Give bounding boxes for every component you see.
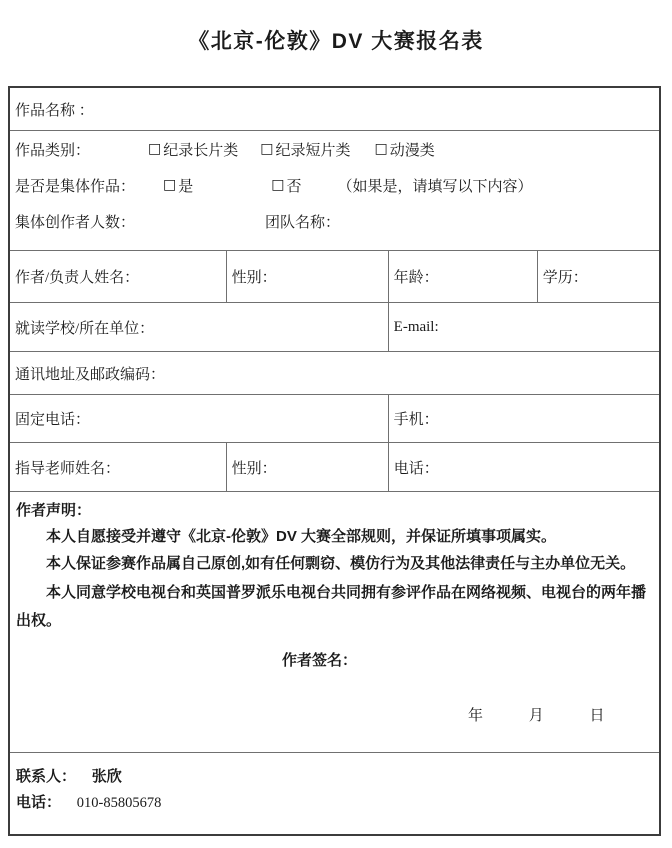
work-name-label: 作品名称 ： [15, 102, 94, 119]
education-label: 学历： [542, 270, 588, 286]
option-group-yes [163, 175, 193, 196]
age-label: 年龄： [393, 270, 439, 286]
school-label: 就读学校/所在单位： [15, 320, 155, 337]
row-author-info [10, 250, 659, 302]
author-name-field[interactable] [10, 251, 226, 302]
contact-phone-label: 电话： [16, 794, 62, 811]
option-animation-label: 动漫类 [389, 142, 435, 159]
date-day-label: 日 [589, 708, 605, 724]
contact-person-name: 张欣 [91, 768, 122, 785]
date-month-label: 月 [528, 708, 544, 724]
declaration-line-1: 本人自愿接受并遵守《北京-伦敦》DV 大赛全部规则，并保证所填事项属实。 [46, 528, 557, 545]
option-documentary-short-label: 纪录短片类 [275, 142, 351, 159]
is-group-label: 是否是集体作品： [15, 178, 136, 195]
option-documentary-long-label: 纪录长片类 [163, 142, 239, 159]
page-title: 《北京-伦敦》DV 大赛报名表 [188, 30, 484, 53]
category-line [15, 131, 659, 167]
date-line[interactable] [16, 704, 651, 725]
contact-phone-line [16, 790, 651, 816]
author-name-label: 作者/负责人姓名： [15, 270, 140, 286]
option-group-yes-label: 是 [178, 178, 194, 195]
declaration-heading: 作者声明： [16, 502, 92, 519]
row-phones [10, 394, 659, 442]
row-address [10, 351, 659, 394]
work-name-field[interactable] [10, 88, 659, 130]
option-group-no [271, 175, 301, 196]
declaration-cell [10, 492, 659, 752]
teacher-phone-label: 电话： [393, 460, 439, 477]
team-name-label: 团队名称： [265, 214, 341, 231]
category-group-cell [10, 131, 659, 250]
row-declaration [10, 491, 659, 752]
mobile-field[interactable] [388, 395, 659, 442]
group-question-line [15, 167, 659, 203]
row-category-group [10, 130, 659, 250]
gender-label: 性别： [231, 270, 277, 286]
row-teacher [10, 442, 659, 491]
address-field[interactable] [10, 352, 659, 394]
age-field[interactable] [388, 251, 537, 302]
checkbox-group-no-icon[interactable]: □ [271, 177, 285, 193]
contact-phone-number: 010-85805678 [76, 795, 162, 811]
mobile-label: 手机： [393, 412, 439, 428]
signature-label: 作者签名： [282, 652, 358, 669]
option-documentary-long [148, 139, 238, 160]
group-note: （如果是，请填写以下内容） [337, 178, 533, 195]
checkbox-documentary-long-icon[interactable]: □ [148, 141, 162, 157]
checkbox-documentary-short-icon[interactable]: □ [260, 141, 274, 157]
row-contact [10, 752, 659, 834]
contact-person-line [16, 764, 651, 790]
landline-label: 固定电话： [15, 412, 91, 428]
email-field[interactable] [388, 303, 659, 351]
declaration-line-2: 本人保证参赛作品属自己原创,如有任何剽窃、模仿行为及其他法律责任与主办单位无关。 [46, 555, 636, 572]
signature-line[interactable] [16, 649, 651, 670]
address-label: 通讯地址及邮政编码： [15, 366, 166, 383]
category-label: 作品类别： [15, 142, 91, 159]
row-work-name [10, 88, 659, 130]
teacher-name-field[interactable] [10, 443, 226, 491]
members-count-label: 集体创作者人数： [15, 214, 136, 231]
row-school-email [10, 302, 659, 351]
registration-form-table [8, 86, 661, 836]
teacher-name-label: 指导老师姓名： [15, 460, 121, 477]
option-documentary-short [260, 139, 350, 160]
option-animation [375, 139, 435, 160]
group-detail-line [15, 203, 659, 239]
contact-person-label: 联系人： [16, 768, 77, 785]
teacher-gender-field[interactable] [226, 443, 388, 491]
gender-field[interactable] [226, 251, 388, 302]
declaration-line-3: 本人同意学校电视台和英国普罗派乐电视台共同拥有参评作品在网络视频、电视台的两年播出权。 [16, 584, 647, 629]
checkbox-group-yes-icon[interactable]: □ [163, 177, 177, 193]
teacher-gender-label: 性别： [231, 460, 277, 477]
teacher-phone-field[interactable] [388, 443, 659, 491]
landline-field[interactable] [10, 395, 388, 442]
email-label: E-mail: [393, 318, 439, 335]
date-year-label: 年 [468, 708, 484, 724]
option-group-no-label: 否 [286, 178, 302, 195]
school-field[interactable] [10, 303, 388, 351]
contact-cell [10, 753, 659, 834]
checkbox-animation-icon[interactable]: □ [374, 141, 388, 157]
education-field[interactable] [537, 251, 659, 302]
